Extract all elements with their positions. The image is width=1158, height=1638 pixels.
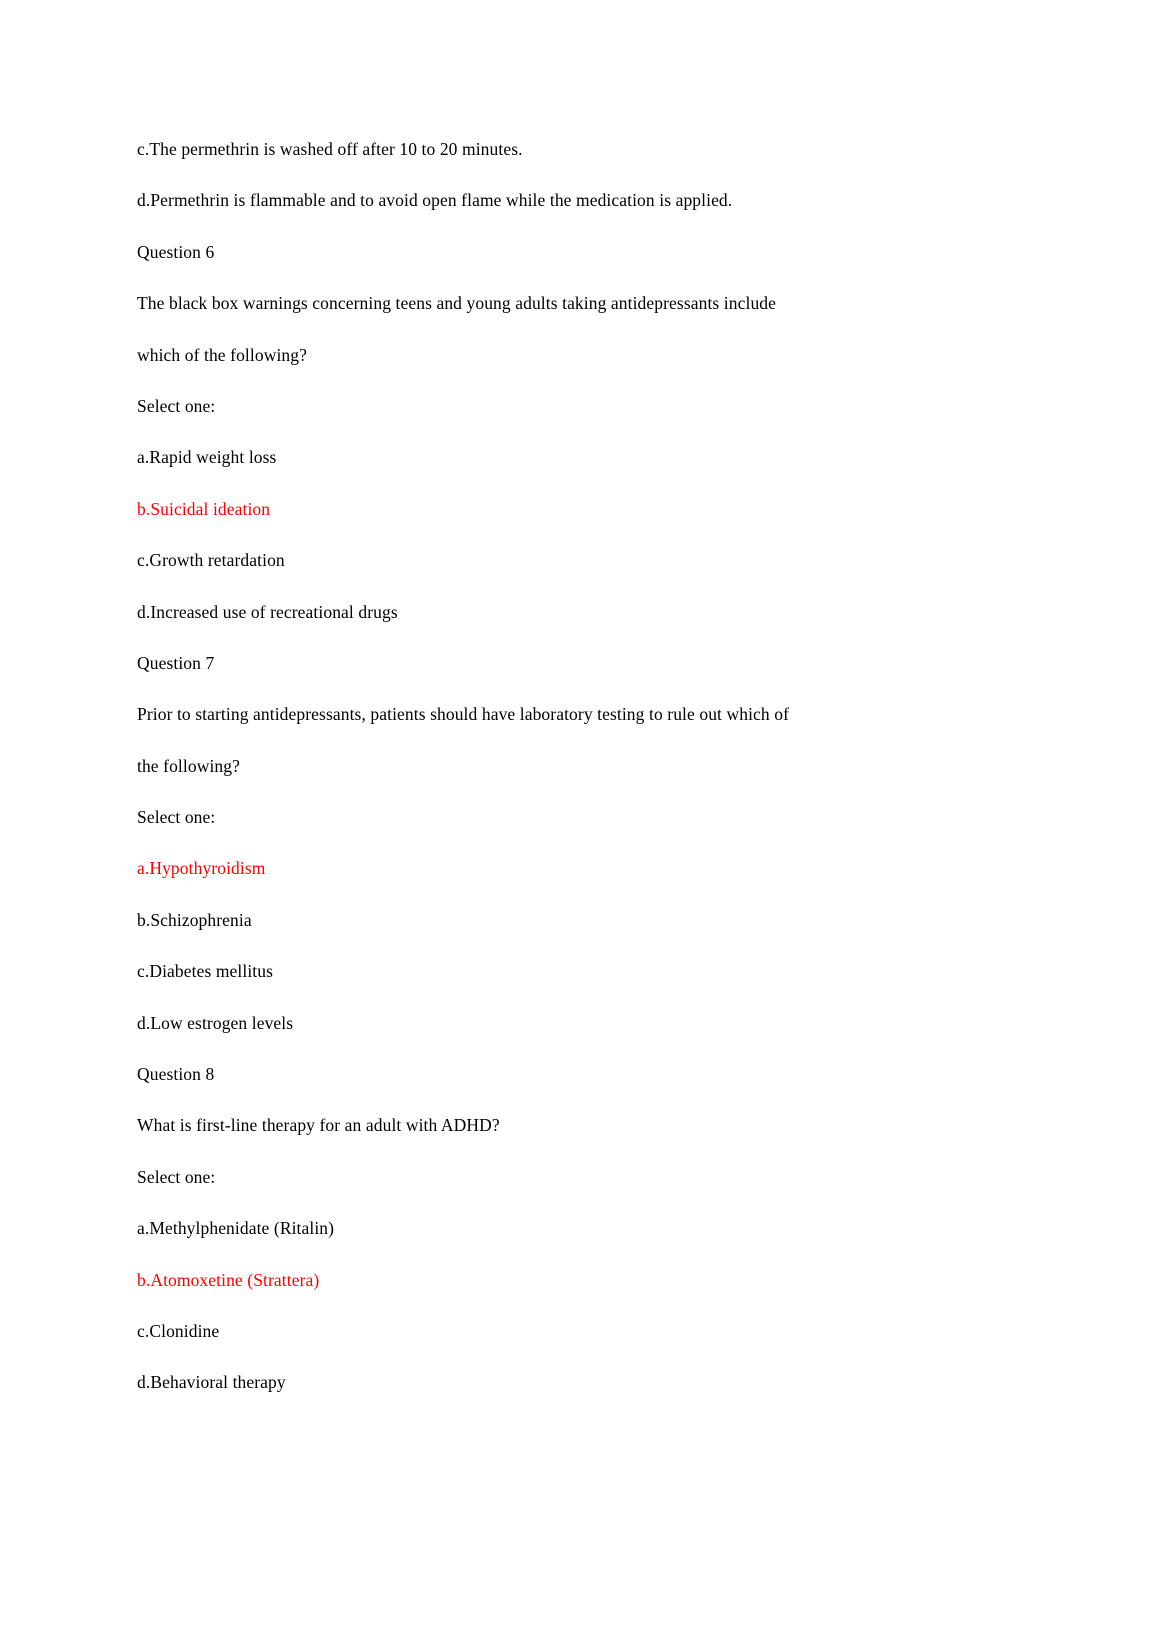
document-line: b.Schizophrenia bbox=[137, 909, 252, 930]
document-line-answer-highlighted: b.Suicidal ideation bbox=[137, 498, 271, 519]
document-line-answer-highlighted: b.Atomoxetine (Strattera) bbox=[137, 1269, 320, 1290]
document-line: The black box warnings concerning teens and young adults taking antidepressants include bbox=[137, 293, 777, 314]
document-line: c.Diabetes mellitus bbox=[137, 961, 274, 982]
document-line: Select one: bbox=[137, 1166, 216, 1187]
document-line-answer-highlighted: a.Hypothyroidism bbox=[137, 858, 266, 879]
document-line: Select one: bbox=[137, 807, 216, 828]
document-line: the following? bbox=[137, 755, 240, 776]
document-text-block bbox=[137, 124, 1038, 1409]
document-line: Select one: bbox=[137, 395, 216, 416]
document-line: which of the following? bbox=[137, 344, 307, 365]
document-line: Question 8 bbox=[137, 1064, 215, 1085]
document-line: a.Rapid weight loss bbox=[137, 447, 277, 468]
document-line: a.Methylphenidate (Ritalin) bbox=[137, 1218, 335, 1239]
document-line: Prior to starting antidepressants, patients should have laboratory testing to rule out which of bbox=[137, 704, 790, 725]
document-line: c.Growth retardation bbox=[137, 550, 285, 571]
document-line: d.Low estrogen levels bbox=[137, 1012, 294, 1033]
document-line: Question 7 bbox=[137, 652, 215, 673]
document-line: d.Permethrin is flammable and to avoid open flame while the medication is applied. bbox=[137, 190, 733, 211]
document-line: What is first-line therapy for an adult with ADHD? bbox=[137, 1115, 500, 1136]
document-line: d.Increased use of recreational drugs bbox=[137, 601, 398, 622]
document-line: Question 6 bbox=[137, 241, 215, 262]
document-line: c.The permethrin is washed off after 10 to 20 minutes. bbox=[137, 139, 523, 159]
document-line: d.Behavioral therapy bbox=[137, 1372, 286, 1393]
document-line: c.Clonidine bbox=[137, 1320, 220, 1341]
